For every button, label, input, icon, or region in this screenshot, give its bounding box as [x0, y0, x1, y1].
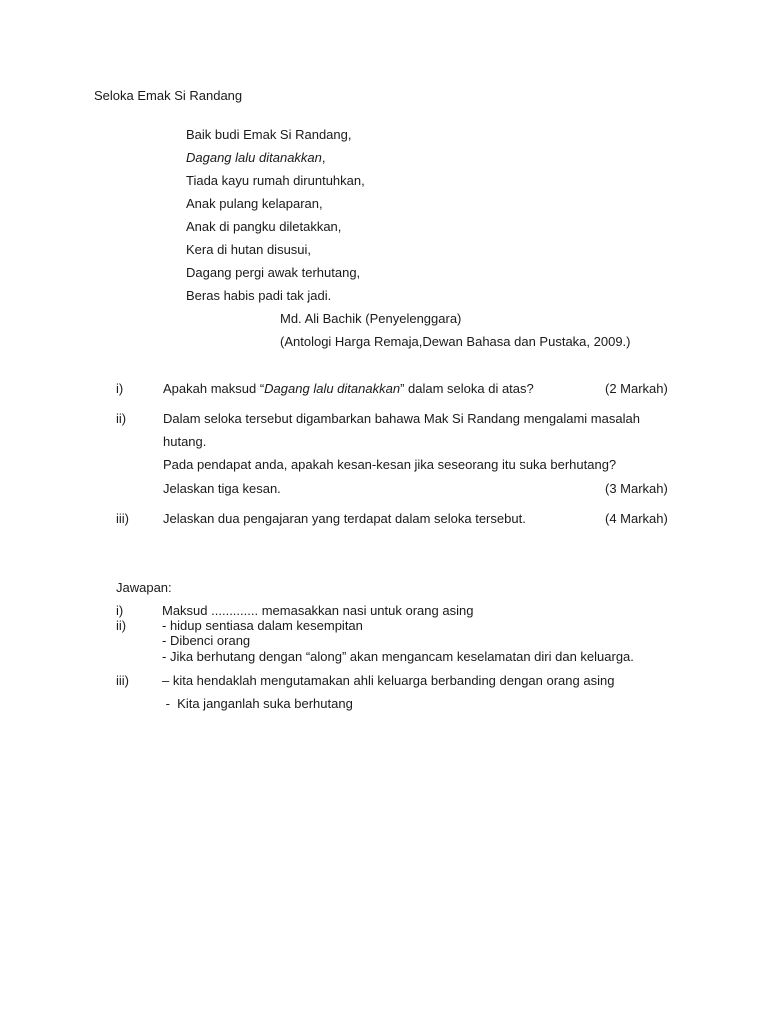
poem-line: Dagang pergi awak terhutang,: [186, 265, 361, 280]
page-title: Seloka Emak Si Randang: [94, 88, 243, 103]
question-text: Pada pendapat anda, apakah kesan-kesan jika seseorang itu suka berhutang?: [163, 457, 617, 472]
poem-line: Kera di hutan disusui,: [186, 242, 312, 257]
question-text: Jelaskan tiga kesan.: [163, 481, 281, 496]
answer-text: - hidup sentiasa dalam kesempitan: [162, 618, 363, 633]
poem-line: Baik budi Emak Si Randang,: [186, 127, 352, 142]
answers-heading: Jawapan:: [116, 580, 172, 595]
answer-number: i): [116, 603, 124, 618]
question-number: ii): [116, 411, 127, 426]
poem-line: Tiada kayu rumah diruntuhkan,: [186, 173, 365, 188]
poem-author: Md. Ali Bachik (Penyelenggara): [280, 311, 462, 326]
question-marks: (3 Markah): [605, 481, 668, 496]
question-marks: (2 Markah): [605, 381, 668, 396]
poem-line: Beras habis padi tak jadi.: [186, 288, 332, 303]
answer-text: - Dibenci orang: [162, 633, 251, 648]
answer-text: - Kita janganlah suka berhutang: [162, 696, 353, 711]
question-text: Jelaskan dua pengajaran yang terdapat dalam seloka tersebut.: [163, 511, 526, 526]
poem-source: (Antologi Harga Remaja,Dewan Bahasa dan Pustaka, 2009.): [280, 334, 631, 349]
question-text: Apakah maksud “Dagang lalu ditanakkan” dalam seloka di atas?: [163, 381, 534, 396]
poem-line: Dagang lalu ditanakkan,: [186, 150, 326, 165]
question-number: iii): [116, 511, 129, 526]
answer-number: ii): [116, 618, 127, 633]
answer-text: – kita hendaklah mengutamakan ahli keluarga berbanding dengan orang asing: [162, 673, 615, 688]
question-text: Dalam seloka tersebut digambarkan bahawa Mak Si Randang mengalami masalah: [163, 411, 640, 426]
answer-text: - Jika berhutang dengan “along” akan mengancam keselamatan diri dan keluarga.: [162, 649, 634, 664]
answer-text: Maksud ............. memasakkan nasi untuk orang asing: [162, 603, 474, 618]
poem-line: Anak pulang kelaparan,: [186, 196, 323, 211]
answer-number: iii): [116, 673, 129, 688]
question-text: hutang.: [163, 434, 207, 449]
poem-line: Anak di pangku diletakkan,: [186, 219, 342, 234]
question-number: i): [116, 381, 124, 396]
question-marks: (4 Markah): [605, 511, 668, 526]
